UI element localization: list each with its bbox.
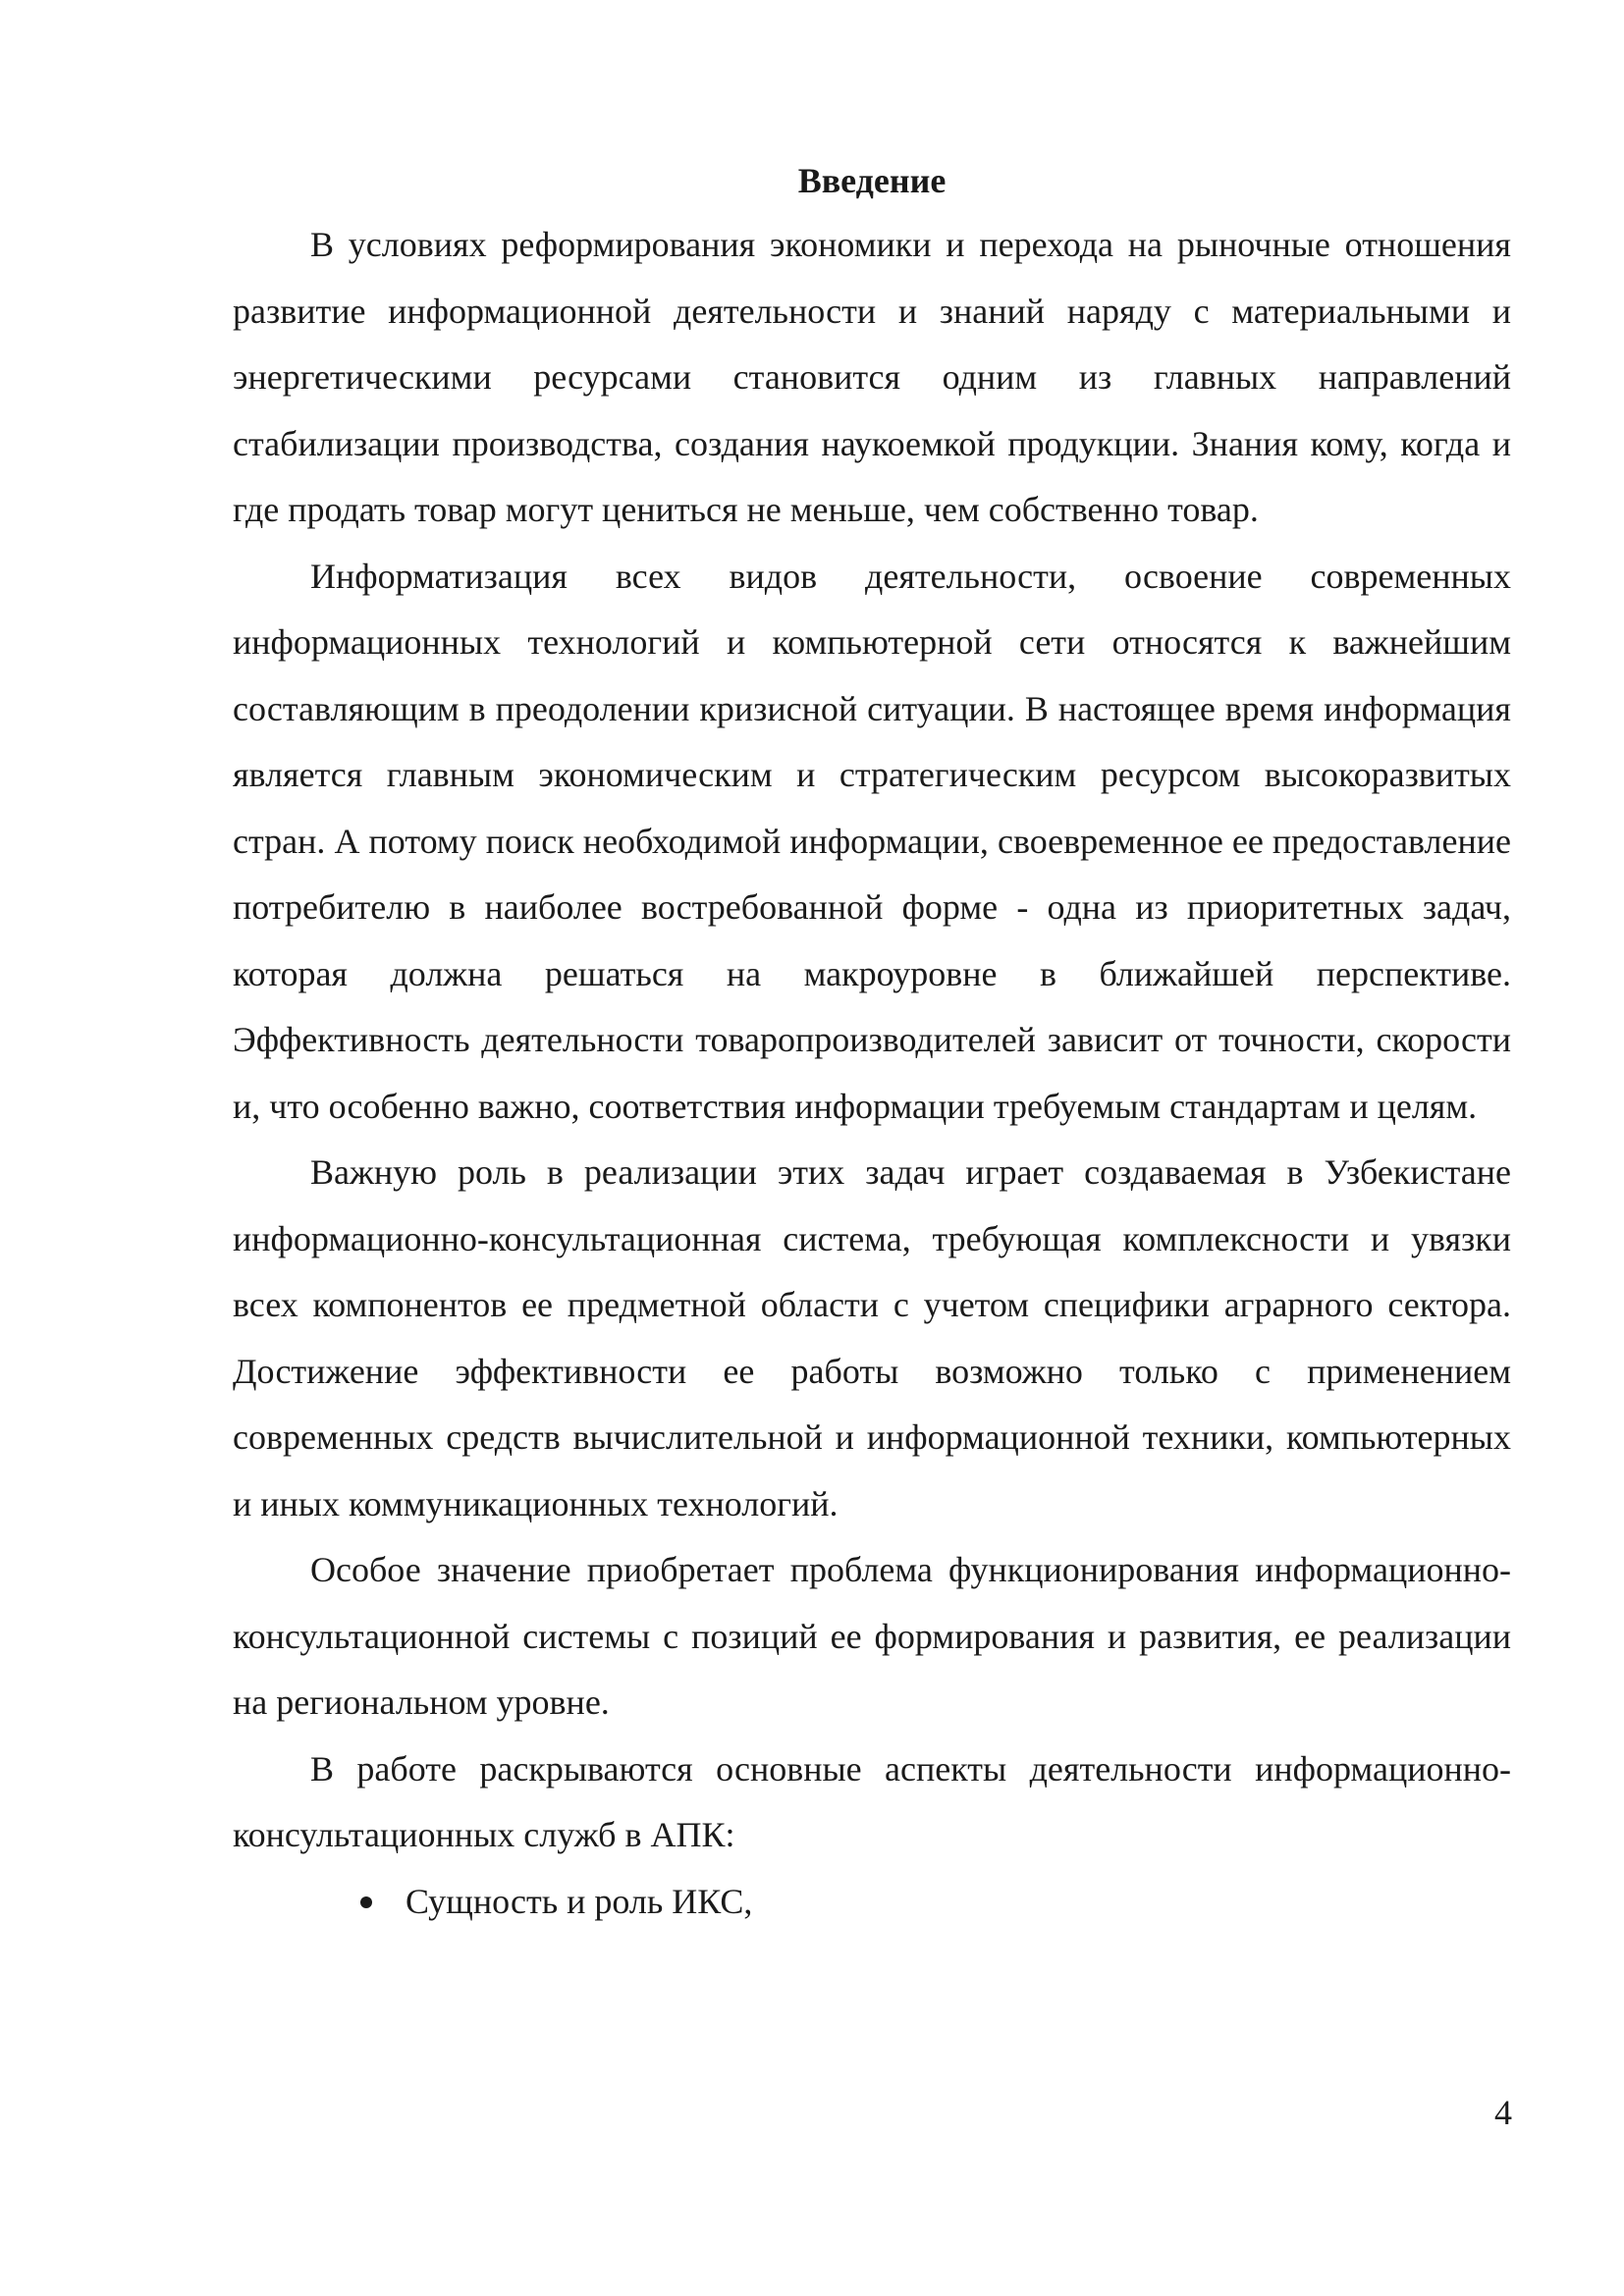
bullet-list xyxy=(233,1869,1511,1936)
page-number: 4 xyxy=(1494,2093,1512,2132)
bullet-text: Сущность и роль ИКС, xyxy=(406,1881,753,1921)
paragraph-5: В работе раскрываются основные аспекты деятельности информационно-консультационных служб в АПК: xyxy=(233,1748,1511,1854)
list-item xyxy=(360,1869,1511,1936)
paragraph-3: Важную роль в реализации этих задач играет создаваемая в Узбекистане информационно-консультационная система, требующая комплексности и увязки всех компонентов ее предметной области с учетом специфики аграрного сектора. Достижение эффективности ее работы возможно только с применением современных средств вычислительной и информационной техники, компьютерных и иных коммуникационных технологий. xyxy=(233,1152,1511,1523)
paragraph-1: В условиях реформирования экономики и перехода на рыночные отношения развитие информационной деятельности и знаний наряду с материальными и энергетическими ресурсами становится одним из главных направлений стабилизации производства, создания наукоемкой продукции. Знания кому, когда и где продать товар могут цениться не меньше, чем собственно товар. xyxy=(233,225,1511,529)
document-body xyxy=(233,149,1511,1935)
paragraph-2: Информатизация всех видов деятельности, освоение современных информационных технологий и компьютерной сети относятся к важнейшим составляющим в преодолении кризисной ситуации. В настоящее время информация является главным экономическим и стратегическим ресурсом высокоразвитых стран. А потому поиск необходимой информации, своевременное ее предоставление потребителю в наиболее востребованной форме - одна из приоритетных задач, которая должна решаться на макроуровне в ближайшей перспективе. Эффективность деятельности товаропроизводителей зависит от точности, скорости и, что особенно важно, соответствия информации требуемым стандартам и целям. xyxy=(233,556,1511,1126)
paragraph-4: Особое значение приобретает проблема функционирования информационно-консультационной системы с позиций ее формирования и развития, ее реализации на региональном уровне. xyxy=(233,1550,1511,1722)
document-title: Введение xyxy=(797,161,947,200)
bullet-icon xyxy=(360,1896,372,1908)
